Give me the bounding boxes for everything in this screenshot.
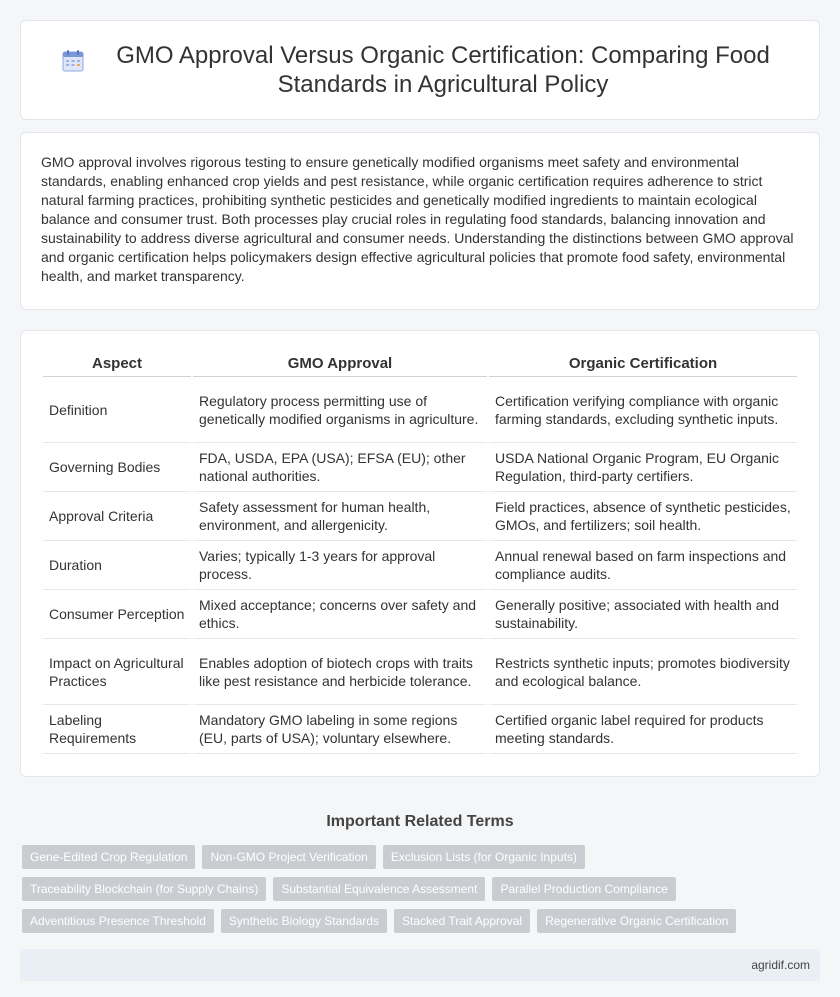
cell-organic: Field practices, absence of synthetic pesticides, GMOs, and fertilizers; soil health. xyxy=(489,492,797,541)
comparison-table xyxy=(41,351,799,754)
table-row xyxy=(43,705,797,754)
header-aspect: Aspect xyxy=(43,351,191,377)
cell-aspect: Labeling Requirements xyxy=(43,705,191,754)
table-row xyxy=(43,443,797,492)
related-term-tag[interactable]: Synthetic Biology Standards xyxy=(221,909,387,933)
page-title: GMO Approval Versus Organic Certification: Comparing Food Standards in Agricultural Policy xyxy=(116,42,770,98)
related-term-tag[interactable]: Gene-Edited Crop Regulation xyxy=(22,845,195,869)
cell-aspect: Impact on Agricultural Practices xyxy=(43,639,191,705)
intro-card xyxy=(20,132,820,310)
related-terms-title: Important Related Terms xyxy=(326,813,514,830)
cell-organic: Certification verifying compliance with organic farming standards, excluding synthetic inputs. xyxy=(489,377,797,443)
related-terms-list xyxy=(22,845,820,941)
title-wrap xyxy=(61,41,779,99)
cell-gmo: Regulatory process permitting use of genetically modified organisms in agriculture. xyxy=(193,377,487,443)
cell-gmo: FDA, USDA, EPA (USA); EFSA (EU); other national authorities. xyxy=(193,443,487,492)
related-term-tag[interactable]: Exclusion Lists (for Organic Inputs) xyxy=(383,845,585,869)
related-term-tag[interactable]: Parallel Production Compliance xyxy=(492,877,675,901)
calendar-icon xyxy=(61,49,85,73)
related-term-tag[interactable]: Traceability Blockchain (for Supply Chains) xyxy=(22,877,266,901)
cell-gmo: Enables adoption of biotech crops with traits like pest resistance and herbicide tolerance. xyxy=(193,639,487,705)
table-header-row xyxy=(43,351,797,377)
related-term-tag[interactable]: Substantial Equivalence Assessment xyxy=(273,877,485,901)
table-row xyxy=(43,590,797,639)
related-term-tag[interactable]: Adventitious Presence Threshold xyxy=(22,909,214,933)
comparison-table-card xyxy=(20,330,820,777)
related-term-tag[interactable]: Non-GMO Project Verification xyxy=(202,845,375,869)
cell-aspect: Approval Criteria xyxy=(43,492,191,541)
cell-gmo: Mandatory GMO labeling in some regions (EU, parts of USA); voluntary elsewhere. xyxy=(193,705,487,754)
footer xyxy=(20,949,820,981)
related-term-tag[interactable]: Regenerative Organic Certification xyxy=(537,909,736,933)
cell-gmo: Safety assessment for human health, environment, and allergenicity. xyxy=(193,492,487,541)
title-card xyxy=(20,20,820,120)
cell-organic: Annual renewal based on farm inspections and compliance audits. xyxy=(489,541,797,590)
table-row xyxy=(43,377,797,443)
header-organic-certification: Organic Certification xyxy=(489,351,797,377)
cell-aspect: Consumer Perception xyxy=(43,590,191,639)
footer-site-link[interactable]: agridif.com xyxy=(751,958,810,972)
cell-organic: Certified organic label required for products meeting standards. xyxy=(489,705,797,754)
cell-aspect: Duration xyxy=(43,541,191,590)
header-gmo-approval: GMO Approval xyxy=(193,351,487,377)
table-row xyxy=(43,492,797,541)
table-row xyxy=(43,639,797,705)
cell-gmo: Mixed acceptance; concerns over safety and ethics. xyxy=(193,590,487,639)
cell-aspect: Definition xyxy=(43,377,191,443)
table-row xyxy=(43,541,797,590)
related-term-tag[interactable]: Stacked Trait Approval xyxy=(394,909,530,933)
cell-organic: Generally positive; associated with health and sustainability. xyxy=(489,590,797,639)
cell-gmo: Varies; typically 1-3 years for approval process. xyxy=(193,541,487,590)
cell-organic: Restricts synthetic inputs; promotes biodiversity and ecological balance. xyxy=(489,639,797,705)
intro-text: GMO approval involves rigorous testing to ensure genetically modified organisms meet safety and environmental standards, enabling enhanced crop yields and pest resistance, while organic certification requires adherence to strict natural farming practices, prohibiting synthetic pesticides and genetically modified ingredients to maintain ecological balance and consumer trust. Both processes play crucial roles in regulating food standards, balancing innovation and sustainability to address diverse agricultural and consumer needs. Understanding the distinctions between GMO approval and organic certification helps policymakers design effective agricultural policies that promote food safety, environmental health, and market transparency. xyxy=(41,154,794,284)
cell-aspect: Governing Bodies xyxy=(43,443,191,492)
cell-organic: USDA National Organic Program, EU Organic Regulation, third-party certifiers. xyxy=(489,443,797,492)
